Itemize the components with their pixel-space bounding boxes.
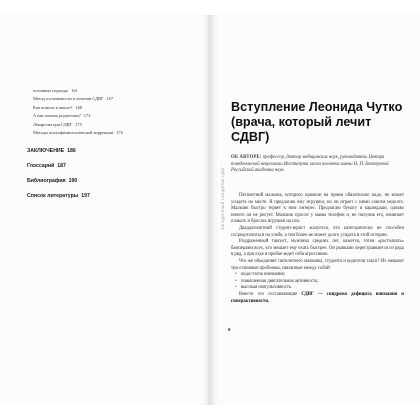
toc-entry-page: 172 bbox=[83, 113, 91, 118]
paragraph: Раздраженный таксист, мужчина средних лет, кажется, готов «растолкать» бамперами всех, кто мешает ему ехать быстрее. Он рывками перестраивается из ряда в ряд, а при езде в пробке ведет себя агрессивно. bbox=[231, 239, 404, 258]
toc-entry bbox=[33, 122, 82, 128]
table-of-contents bbox=[0, 15, 209, 405]
toc-major-entry bbox=[27, 148, 76, 154]
paragraph: Пятилетний мальчик, которого привели на прием обязательно надо, не может усидеть на месте. Я предлагаю ему игрушки, но он играет с ними совсем недолго. Мальчик быстро теряет к ним интерес. Предлагаю бумагу и карандаши, однако ничего он не рисует. Мальчик просит у мамы телефон и, не получив его, начинает плакать и бросать игрушки на пол. bbox=[231, 193, 404, 225]
toc-entry-page: 176 bbox=[116, 130, 123, 135]
about-author bbox=[231, 155, 404, 175]
toc-major-entry bbox=[27, 193, 90, 199]
toc-entry-title: основные подходы bbox=[33, 88, 69, 93]
body-text bbox=[231, 193, 404, 305]
paragraph bbox=[231, 292, 404, 305]
toc-major-entry bbox=[27, 178, 77, 184]
toc-entry-page: 168 bbox=[75, 105, 82, 110]
about-author-text: профессор, доктор медицинских наук, руководитель Центра поведенческой неврологии Института мозга человека имени Н. П. Бехтеревой Российской академии наук. bbox=[231, 155, 389, 174]
chapter-title: Вступление Леонида Чутко (врача, который лечит СДВГ) bbox=[231, 100, 403, 144]
toc-major-title: ЗАКЛЮЧЕНИЕ bbox=[27, 148, 65, 154]
bullet-item: • недостаток внимания; bbox=[231, 272, 404, 279]
bullet-list bbox=[231, 272, 404, 292]
toc-entry bbox=[33, 130, 123, 136]
toc-major-title: Список литературы bbox=[27, 193, 79, 199]
toc-entry bbox=[33, 96, 113, 102]
paragraph: Двадцатилетний студент-юрист жалуется, что категорически не способен сосредоточиться на учебе, а тем более не может долго усидеть в этой истории. bbox=[231, 225, 404, 238]
toc-major-page: 197 bbox=[81, 193, 90, 199]
toc-major-page: 187 bbox=[57, 163, 66, 169]
running-header-vertical: ЗАГАДОЧНЫЙ СИНДРОМ СДВГ bbox=[221, 166, 225, 230]
page-number: 6 bbox=[228, 327, 231, 332]
toc-major-entry bbox=[27, 163, 66, 169]
toc-entry-title: А как помочь родителям? bbox=[33, 113, 81, 118]
toc-entry-title: Методы психофизиологической коррекции bbox=[33, 130, 114, 135]
paragraph: Что же объединяет пятилетнего мальчика, студента и водителя такси? Их мешают три основные проблемы, связанные между собой: bbox=[231, 258, 404, 271]
toc-entry bbox=[33, 113, 90, 119]
toc-entry-title: Лекарства при СДВГ bbox=[33, 122, 73, 127]
toc-major-page: 190 bbox=[68, 178, 78, 184]
toc-entry-title: Как помочь в школе? bbox=[33, 105, 73, 110]
toc-entry bbox=[33, 105, 82, 111]
toc-entry-page: 175 bbox=[75, 122, 82, 127]
toc-major-title: Глоссарий bbox=[27, 163, 55, 169]
bullet-item: • повышенная двигательная активность; bbox=[231, 279, 404, 286]
toc-entry-page: 167 bbox=[106, 96, 114, 101]
paragraph-highlight: СДВГ — синдрома дефицита внимания и гиперактивности. bbox=[231, 291, 405, 304]
about-author-lead: ОБ АВТОРЕ: bbox=[231, 155, 262, 160]
toc-entry-title: Метод осознанности в лечении СДВГ bbox=[33, 96, 104, 101]
right-page bbox=[211, 15, 420, 405]
toc-entry-page: 161 bbox=[71, 88, 78, 93]
bullet-item: • высокая импульсивность. bbox=[231, 285, 404, 292]
paragraph-text: Вместе это составляющие bbox=[239, 291, 302, 297]
toc-entry bbox=[33, 88, 78, 94]
left-page bbox=[0, 15, 209, 405]
toc-major-page: 186 bbox=[67, 148, 76, 154]
toc-major-title: Библиография bbox=[27, 178, 66, 184]
